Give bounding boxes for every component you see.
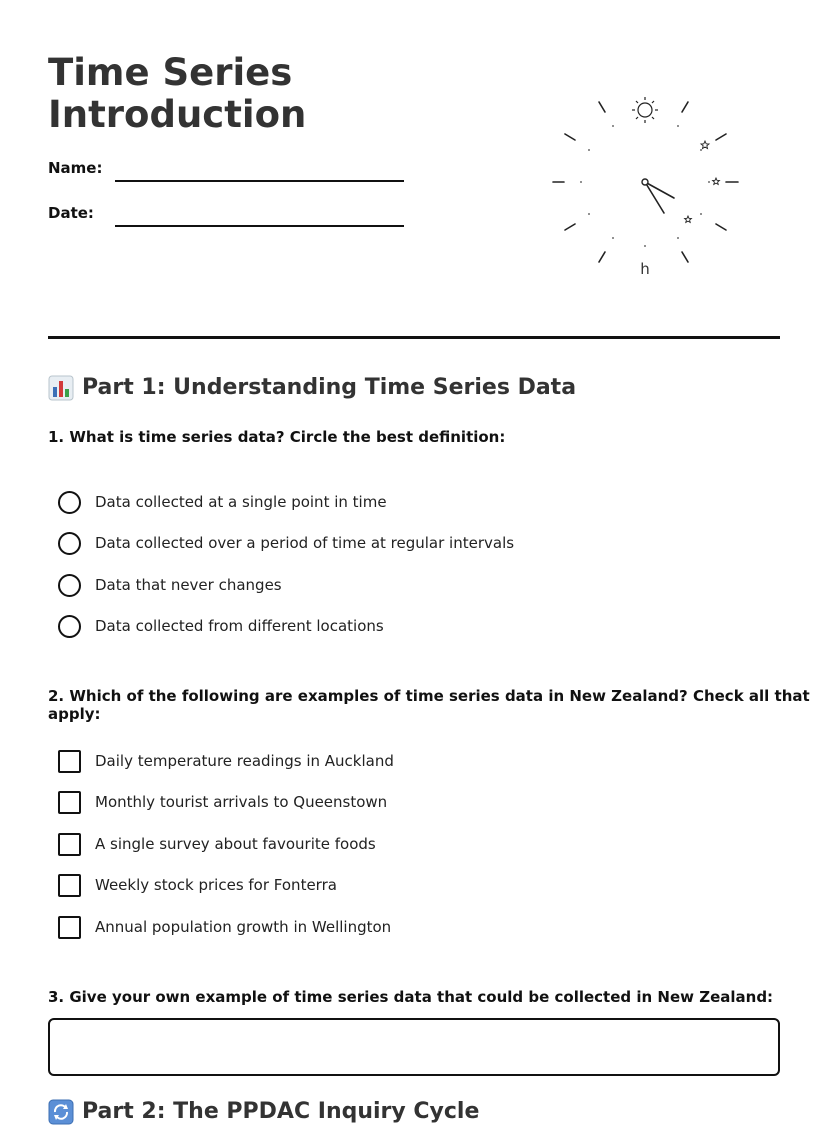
part2-title: Part 2: The PPDAC Inquiry Cycle <box>82 1099 480 1124</box>
q2-option-2[interactable] <box>58 790 387 814</box>
date-label: Date: <box>48 204 94 222</box>
clock-illustration <box>548 92 744 276</box>
q2-option-5[interactable] <box>58 915 391 939</box>
radio-button[interactable] <box>58 615 81 638</box>
title-line-1: Time Series <box>48 51 293 94</box>
q3-answer-box[interactable] <box>48 1018 780 1076</box>
clock-label: h <box>640 260 650 276</box>
option-label: A single survey about favourite foods <box>95 835 376 853</box>
question-1: 1. What is time series data? Circle the best definition: <box>48 428 506 446</box>
checkbox[interactable] <box>58 833 81 856</box>
q2-option-4[interactable] <box>58 873 337 897</box>
name-label: Name: <box>48 159 103 177</box>
q2-option-1[interactable] <box>58 749 394 773</box>
sun-icon <box>632 97 658 123</box>
question-2: 2. Which of the following are examples of time series data in New Zealand? Check all that apply: <box>48 687 810 723</box>
q2-option-3[interactable] <box>58 832 376 856</box>
option-label: Weekly stock prices for Fonterra <box>95 876 337 894</box>
bar-chart-icon <box>48 375 74 401</box>
part1-heading <box>48 374 576 402</box>
part2-heading <box>48 1098 479 1126</box>
q1-option-3[interactable] <box>58 573 282 597</box>
header-divider <box>48 336 780 339</box>
checkbox[interactable] <box>58 750 81 773</box>
radio-button[interactable] <box>58 491 81 514</box>
date-field[interactable] <box>115 225 404 227</box>
q1-option-2[interactable] <box>58 531 514 555</box>
cycle-arrows-icon <box>48 1099 74 1125</box>
q1-option-1[interactable] <box>58 490 387 514</box>
q1-option-4[interactable] <box>58 614 384 638</box>
part1-title: Part 1: Understanding Time Series Data <box>82 375 577 400</box>
option-label: Data collected from different locations <box>95 617 384 635</box>
checkbox[interactable] <box>58 791 81 814</box>
option-label: Data collected over a period of time at regular intervals <box>95 534 515 552</box>
option-label: Monthly tourist arrivals to Queenstown <box>95 793 388 811</box>
option-label: Annual population growth in Wellington <box>95 918 392 936</box>
checkbox[interactable] <box>58 874 81 897</box>
radio-button[interactable] <box>58 532 81 555</box>
checkbox[interactable] <box>58 916 81 939</box>
radio-button[interactable] <box>58 574 81 597</box>
name-field[interactable] <box>115 180 404 182</box>
option-label: Daily temperature readings in Auckland <box>95 752 394 770</box>
title-line-2: Introduction <box>48 93 307 136</box>
star-icon <box>685 141 720 222</box>
question-3: 3. Give your own example of time series data that could be collected in New Zealand: <box>48 988 774 1006</box>
option-label: Data that never changes <box>95 576 282 594</box>
worksheet-title <box>48 52 306 136</box>
option-label: Data collected at a single point in time <box>95 493 387 511</box>
clock-icon <box>548 92 744 276</box>
